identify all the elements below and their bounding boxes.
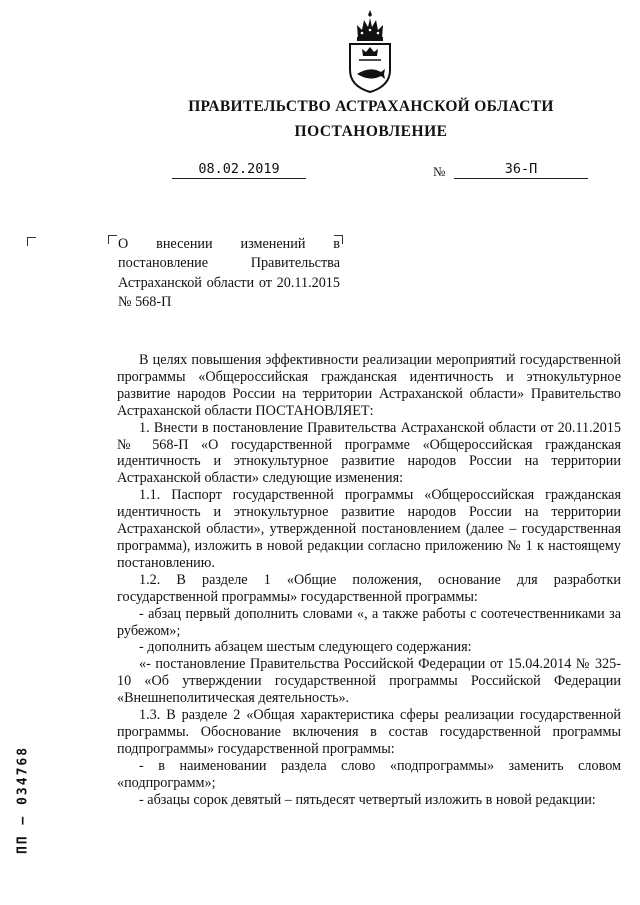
body-paragraph: 1.1. Паспорт государственной программы «Общероссийская гражданская идентичность и этнокультурное развитие народов России на территории Астраханской области», утвержденной постановлением (далее – государственная программа), изложить в новой редакции согласно приложению № 1 к настоящему постановлению.	[117, 487, 621, 571]
document-number: 36-П	[454, 160, 588, 179]
body-paragraph: 1.2. В разделе 1 «Общие положения, основание для разработки государственной программы» государственной программы:	[117, 571, 621, 605]
body-paragraph: - в наименовании раздела слово «подпрограммы» заменить словом «подпрограмм»;	[117, 757, 621, 791]
document-date: 08.02.2019	[172, 160, 306, 179]
body-paragraph: «- постановление Правительства Российской Федерации от 15.04.2014 № 325-10 «Об утверждении государственной программы Российской Федерации «Внешнеполитическая деятельность».	[117, 656, 621, 707]
coat-of-arms-icon	[345, 8, 395, 94]
body-paragraph: 1.3. В разделе 2 «Общая характеристика сферы реализации государственной программы. Обоснование включения в состав государственной программы подпрограммы» государственной программы:	[117, 707, 621, 757]
form-serial-number	[4, 735, 42, 865]
number-sign: №	[433, 164, 446, 179]
document-type: ПОСТАНОВЛЕНИЕ	[294, 123, 448, 140]
body-paragraph: В целях повышения эффективности реализации мероприятий государственной программы «Общероссийская гражданская идентичность и этнокультурное развитие народов России на территории Астраханской области» Правительство Астраханской области ПОСТАНОВЛЯЕТ:	[117, 352, 621, 419]
body-paragraph: - абзацы сорок девятый – пятьдесят четвертый изложить в новой редакции:	[139, 791, 596, 808]
government-title: ПРАВИТЕЛЬСТВО АСТРАХАНСКОЙ ОБЛАСТИ	[188, 98, 554, 115]
body-paragraph: 1. Внести в постановление Правительства Астраханской области от 20.11.2015 № 568-П «О государственной программе «Общероссийская гражданская идентичность и этнокультурное развитие народов России на территории Астраханской области» следующие изменения:	[117, 419, 621, 487]
serial-text: ПП – 034768	[15, 745, 31, 855]
body-paragraph: - дополнить абзацем шестым следующего содержания:	[139, 639, 472, 656]
document-subject: О внесении изменений в постановление Правительства Астраханской области от 20.11.2015 № 568-П	[118, 236, 340, 311]
subject-corner-mark-left	[108, 235, 117, 244]
left-corner-mark	[27, 237, 36, 246]
document-body	[117, 352, 621, 808]
body-paragraph: - абзац первый дополнить словами «, а также работы с соотечественниками за рубежом»;	[117, 605, 621, 639]
